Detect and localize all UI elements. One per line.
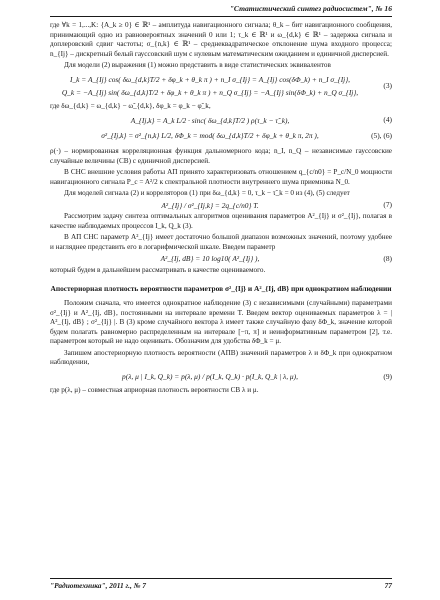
paragraph-snr-definition: В СНС внешние условия работы АП принято характеризовать отношением q_{c/n0} = P_c/N_0 мощности навигационного сигнала P_c = A²/2 к спектральной плотности внутреннего шума приемника N_0. [50,168,392,186]
equation-5-6-body: σ²_{Ij,k} = σ²_{n,k} L/2, δΦ_k = mod( δω_{d,k}T/2 + δφ_k + θ_k π, 2π ), [101,131,319,141]
equation-3-number: (3) [383,81,392,91]
equation-3-line-i: I_k = A_{Ij} cos( δω_{d,k}T/2 + δφ_k + θ_k π ) + n_I σ_{Ij} = A_{Ij} cos(δΦ_k) + n_I σ_{Ij}, [69,74,351,84]
page-footer [50,578,392,591]
equation-9 [50,372,392,382]
equation-5-6-number: (5), (6) [371,131,392,141]
equation-5-6 [50,131,392,141]
paragraph-single-observation: Положим сначала, что имеется однократное наблюдение (3) с независимыми (случайными) параметрами σ²_{Ij} и A²_{Ij, dB}, постоянными на интервале времени T. Введем вектор оцениваемых параметров λ = | A²_{Ij, dB} ; σ²_{Ij} |. В (3) кроме случайного вектора λ имеет также случайную фазу δΦ_k, значение которой будем полагать равномерно распределенным на интервале [−π, π] и неинформативным параметром [2], т.е. параметром который не надо оценивать. Обозначим для удобства δΦ_k = μ. [50,299,392,346]
equation-9-body: p(λ, μ | I_k, Q_k) = p(λ, μ) / p(I_k, Q_k) · p(I_k, Q_k | λ, μ), [122,371,298,381]
equation-8-number: (8) [383,254,392,264]
equation-4-body: A_{Ij,k} = A_k L/2 · sinc( δω_{d,k}T/2 ) ρ(τ_k − τ̃_k), [130,115,290,125]
paragraph-model-consequence: Для моделей сигнала (2) и корреляторов (1) при δω_{d,k} = 0, τ_k − τ̃_k = 0 из (4), (5) следует [64,189,350,198]
equation-4-number: (4) [383,115,392,125]
section-heading: Апостериорная плотность вероятности параметров σ²_{Ij} и A²_{Ij, dB} при однократном наблюдении [50,283,392,293]
footer-journal: "Радиотехника", 2011 г., № 7 [50,581,147,590]
equation-9-number: (9) [383,371,392,381]
paragraph-variable-definitions: где ∀k = 1,...,K: {A_k ≥ 0} ∈ ℝ¹ – амплитуда навигационного сигнала; θ_k – бит навигационного сообщения, принимающий одно из равновероятных значений 0 или 1; τ_k ∈ ℝ¹ и ω_{d,k} ∈ ℝ¹ – задержка сигнала и доплеровский сдвиг частоты; σ_{n,k} ∈ ℝ¹ – среднеквадратическое отклонение шума входного процесса; n_{Ij} – дискретный белый гауссовский шум с нулевым математическим ожиданием и единичной дисперсией. [50,21,392,58]
paragraph-synthesis-problem: Рассмотрим задачу синтеза оптимальных алгоритмов оценивания параметров A²_{Ij} и σ²_{Ij}, полагая в качестве наблюдаемых процессов I_k, Q_k (3). [50,212,392,230]
equation-3-line-q: Q_k = −A_{Ij} sin( δω_{d,k}T/2 + δφ_k + θ_k π ) + n_Q σ_{Ij} = −A_{Ij} sin(δΦ_k) + n_Q σ_{Ij}, [61,88,359,98]
paragraph-statistical-equivalents: Для модели (2) выражения (1) можно представить в виде статистических эквивалентов [64,61,331,69]
page-body [50,21,392,395]
paragraph-estimated-parameter: который будем в дальнейшем рассматривать в качестве оцениваемого. [50,266,266,275]
paragraph-delta-definitions: где δω_{d,k} = ω_{d,k} − ω̃_{d,k}, δφ_k = φ_k − φ̃_k, [50,102,211,111]
equation-8-body: A²_{Ij, dB} = 10 log10( A²_{Ij} ), [160,254,260,264]
equation-3 [50,75,392,99]
paragraph-prior-density: где p(λ, μ) – совместная априорная плотность вероятности СВ λ и μ. [50,385,259,394]
footer-page-number: 77 [384,581,392,590]
equation-8 [50,254,392,264]
equation-7-body: A²_{Ij} / σ²_{Ij,k} = 2q_{c/n0} T. [161,200,259,210]
running-header: "Статистический синтез радиосистем", № 16 [50,4,392,17]
equation-7 [50,201,392,211]
paragraph-correlation-function: ρ(·) – нормированная корреляционная функция дальномерного кода; n_I, n_Q – независимые гауссовские случайные величины (СВ) с единичной дисперсией. [50,147,392,165]
equation-4 [50,116,392,126]
paragraph-log-scale: В АП СНС параметр A²_{Ij} имеет достаточно большой диапазон возможных значений, поэтому удобнее и нагляднее представить его в логарифмической шкале. Введем параметр [50,233,392,251]
equation-7-number: (7) [383,200,392,210]
paragraph-posterior-density: Запишем апостериорную плотность вероятности (АПВ) значений параметров λ и δΦ_k при однократном наблюдении, [50,348,392,367]
